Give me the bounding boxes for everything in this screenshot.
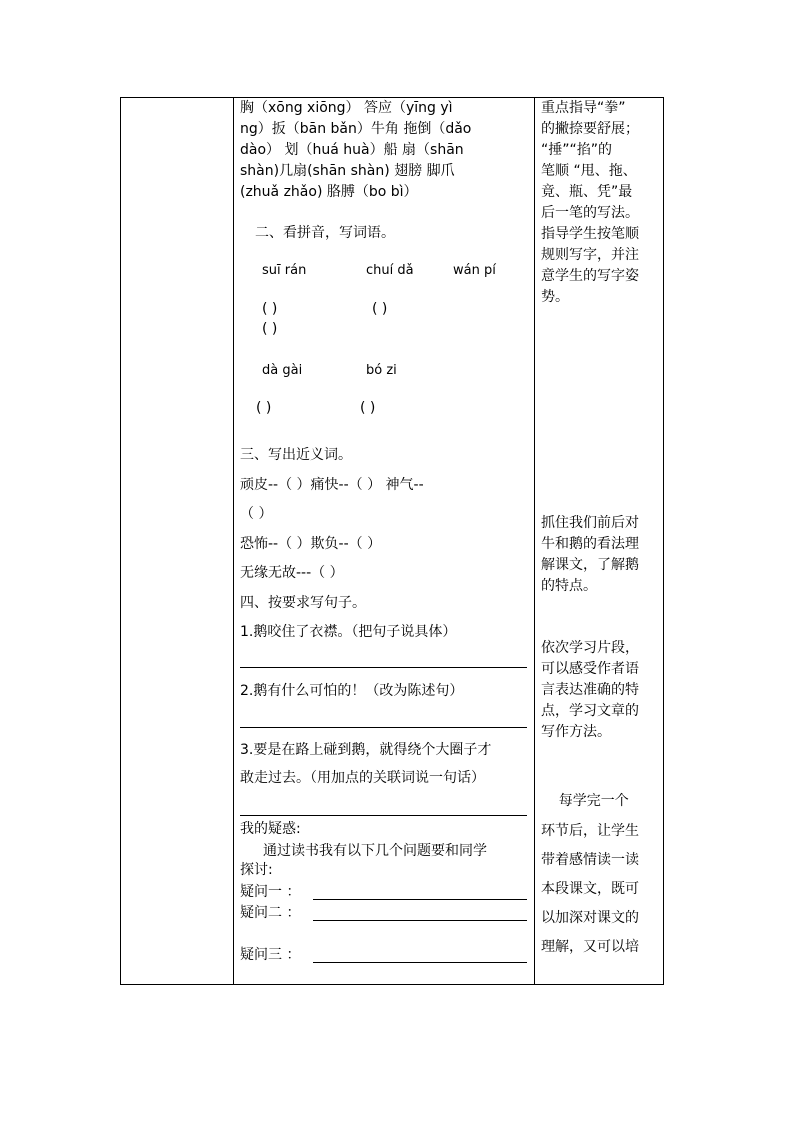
sentence-question: 3.要是在路上碰到鹅，就得绕个大圈子才 [240,742,492,758]
answer-blank[interactable]: ( ) [256,400,272,416]
note-line: 可以感受作者语 [541,661,639,677]
note-line: 点，学习文章的 [541,703,639,719]
doubt-answer-line[interactable] [313,920,527,921]
sentence-question: 1.鹅咬住了衣襟。（把句子说具体） [240,624,457,640]
note-line: 牛和鹅的看法理 [541,536,639,552]
note-line: 以加深对课文的 [541,910,639,926]
synonym-line: （ ） [240,506,273,522]
note-line: 指导学生按笔顺 [541,226,639,242]
pinyin-line: 胸（xōng xiōng） 答应（yīng yì [240,100,453,116]
column-divider-right [534,98,535,984]
pinyin-prompt: bó zi [366,363,397,378]
doubts-intro: 探讨: [240,862,273,878]
doubt-answer-line[interactable] [313,899,527,900]
note-line: 理解，又可以培 [541,939,639,955]
pinyin-line: dào） 划（huá huà）船 扇（shān [240,142,464,158]
sentence-question: 敢走过去。（用加点的关联词说一句话） [240,770,485,786]
note-line: 带着感情读一读 [541,852,639,868]
section-title: 三、写出近义词。 [240,447,352,463]
pinyin-line: ng）扳（bān bǎn）牛角 拖倒（dǎo [240,121,472,137]
note-line: 言表达准确的特 [541,682,639,698]
doubt-answer-line[interactable] [313,962,527,963]
answer-line[interactable] [240,667,527,668]
note-line: 后一笔的写法。 [541,205,639,221]
note-line: 本段课文，既可 [541,881,639,897]
answer-line[interactable] [240,815,527,816]
note-line: 的撇捺要舒展； [541,121,639,137]
doubts-intro: 通过读书我有以下几个问题要和同学 [263,843,487,859]
note-line: 重点指导“拳” [541,100,626,116]
pinyin-line: shàn)几扇(shān shàn) 翅膀 脚爪 [240,163,455,179]
section-title: 二、看拼音，写词语。 [255,225,395,241]
doubt-label: 疑问一 ： [240,884,301,900]
note-line: 解课文，了解鹅 [541,557,639,573]
pinyin-line: (zhuǎ zhǎo) 胳膊（bo bì） [240,184,418,200]
note-line: 笔顺 “甩、拖、 [541,163,637,179]
pinyin-prompt: suī rán [262,263,307,278]
note-line: 写作方法。 [541,724,611,740]
doubt-label: 疑问三 ： [240,947,301,963]
column-divider-left [233,98,234,984]
note-line: 竟、瓶、凭”最 [541,184,633,200]
sentence-question: 2.鹅有什么可怕的！（改为陈述句） [240,683,464,699]
note-line: 意学生的写字姿 [541,268,639,284]
answer-blank[interactable]: ( ) [372,301,388,317]
synonym-line: 顽皮--（ ）痛快--（ ） 神气-- [240,477,424,493]
synonym-line: 恐怖--（ ）欺负--（ ） [240,536,382,552]
note-line: 规则写字，并注 [541,247,639,263]
note-line: 抓住我们前后对 [541,515,639,531]
pinyin-prompt: dà gài [262,363,303,378]
doubt-label: 疑问二 ： [240,905,301,921]
answer-blank[interactable]: ( ) [262,301,278,317]
note-line: “捶”“掐”的 [541,142,613,158]
note-line: 依次学习片段， [541,640,639,656]
answer-blank[interactable]: ( ) [360,400,376,416]
synonym-line: 无缘无故---（ ） [240,565,344,581]
answer-blank[interactable]: ( ) [262,321,278,337]
pinyin-prompt: chuí dǎ [366,263,414,278]
doubts-title: 我的疑惑: [240,821,301,837]
pinyin-prompt: wán pí [453,263,496,278]
note-line: 势。 [541,289,569,305]
answer-line[interactable] [240,727,527,728]
note-line: 环节后，让学生 [541,823,639,839]
note-line: 的特点。 [541,578,597,594]
note-line: 每学完一个 [541,793,629,809]
section-title: 四、按要求写句子。 [240,595,366,611]
